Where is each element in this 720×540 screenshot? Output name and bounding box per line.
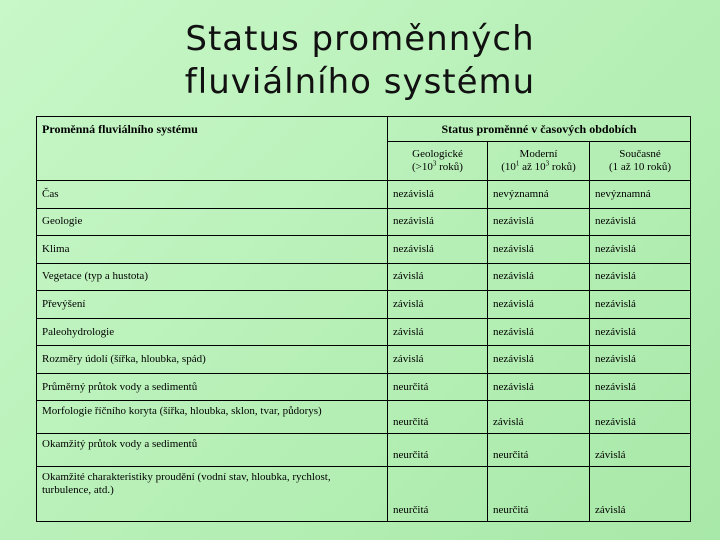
row-value-geological: závislá xyxy=(388,291,488,319)
row-variable: Okamžitý průtok vody a sedimentů xyxy=(37,434,388,467)
table-row xyxy=(37,466,691,521)
row-value-modern: nezávislá xyxy=(488,291,590,319)
table-row xyxy=(37,263,691,291)
row-value-current: nezávislá xyxy=(590,346,691,374)
row-variable: Paleohydrologie xyxy=(37,318,388,346)
row-variable: Okamžité charakteristiky proudění (vodní stav, hloubka, rychlost, turbulence, atd.) xyxy=(37,466,388,521)
row-variable: Průměrný průtok vody a sedimentů xyxy=(37,373,388,401)
status-table-container xyxy=(36,116,690,522)
row-variable: Převýšení xyxy=(37,291,388,319)
status-table xyxy=(36,116,691,522)
table-row xyxy=(37,434,691,467)
row-value-modern: nezávislá xyxy=(488,208,590,236)
row-value-current: nezávislá xyxy=(590,401,691,434)
row-value-current: nezávislá xyxy=(590,318,691,346)
row-value-current: nezávislá xyxy=(590,291,691,319)
table-row xyxy=(37,208,691,236)
row-value-current: nezávislá xyxy=(590,208,691,236)
table-row xyxy=(37,373,691,401)
row-value-geological: nezávislá xyxy=(388,208,488,236)
row-value-current: nezávislá xyxy=(590,373,691,401)
row-value-modern: nezávislá xyxy=(488,263,590,291)
row-value-modern: nezávislá xyxy=(488,236,590,264)
row-value-geological: nezávislá xyxy=(388,181,488,209)
period-modern-name: Moderní xyxy=(519,148,558,160)
row-variable: Klima xyxy=(37,236,388,264)
row-value-modern: neurčitá xyxy=(488,434,590,467)
row-value-geological: závislá xyxy=(388,346,488,374)
row-value-current: závislá xyxy=(590,466,691,521)
table-row xyxy=(37,291,691,319)
row-value-geological: neurčitá xyxy=(388,373,488,401)
row-variable: Vegetace (typ a hustota) xyxy=(37,263,388,291)
period-geological xyxy=(388,142,488,181)
period-geological-name: Geologické xyxy=(412,148,463,160)
page-title-line-2: fluviálního systému xyxy=(184,62,536,102)
period-modern xyxy=(488,142,590,181)
header-variable: Proměnná fluviálního systému xyxy=(37,117,388,181)
period-current-name: Současné xyxy=(619,148,661,160)
table-row xyxy=(37,346,691,374)
table-row xyxy=(37,318,691,346)
row-value-geological: neurčitá xyxy=(388,466,488,521)
table-row xyxy=(37,181,691,209)
row-value-geological: neurčitá xyxy=(388,401,488,434)
row-value-geological: závislá xyxy=(388,263,488,291)
row-value-modern: nezávislá xyxy=(488,373,590,401)
row-value-current: nezávislá xyxy=(590,236,691,264)
period-current-range: (1 až 10 roků) xyxy=(609,161,672,173)
table-row xyxy=(37,236,691,264)
row-value-geological: nezávislá xyxy=(388,236,488,264)
row-value-current: nevýznamná xyxy=(590,181,691,209)
row-value-geological: závislá xyxy=(388,318,488,346)
period-modern-range: ($10^1$ až $10^3$ roků) xyxy=(501,159,576,173)
row-variable: Rozměry údolí (šířka, hloubka, spád) xyxy=(37,346,388,374)
row-variable: Geologie xyxy=(37,208,388,236)
row-value-geological: neurčitá xyxy=(388,434,488,467)
row-value-modern: nezávislá xyxy=(488,318,590,346)
row-variable: Čas xyxy=(37,181,388,209)
page-title xyxy=(0,18,720,104)
page-title-line-1: Status proměnných xyxy=(185,19,535,59)
row-value-current: nezávislá xyxy=(590,263,691,291)
row-value-modern: nezávislá xyxy=(488,346,590,374)
header-status: Status proměnné v časových obdobích xyxy=(388,117,691,142)
row-value-modern: neurčitá xyxy=(488,466,590,521)
period-current xyxy=(590,142,691,181)
table-row xyxy=(37,401,691,434)
row-variable: Morfologie říčního koryta (šířka, hloubka, sklon, tvar, půdorys) xyxy=(37,401,388,434)
period-geological-range: ($>10^3$ roků) xyxy=(412,159,463,173)
row-value-current: závislá xyxy=(590,434,691,467)
row-value-modern: nevýznamná xyxy=(488,181,590,209)
row-value-modern: závislá xyxy=(488,401,590,434)
